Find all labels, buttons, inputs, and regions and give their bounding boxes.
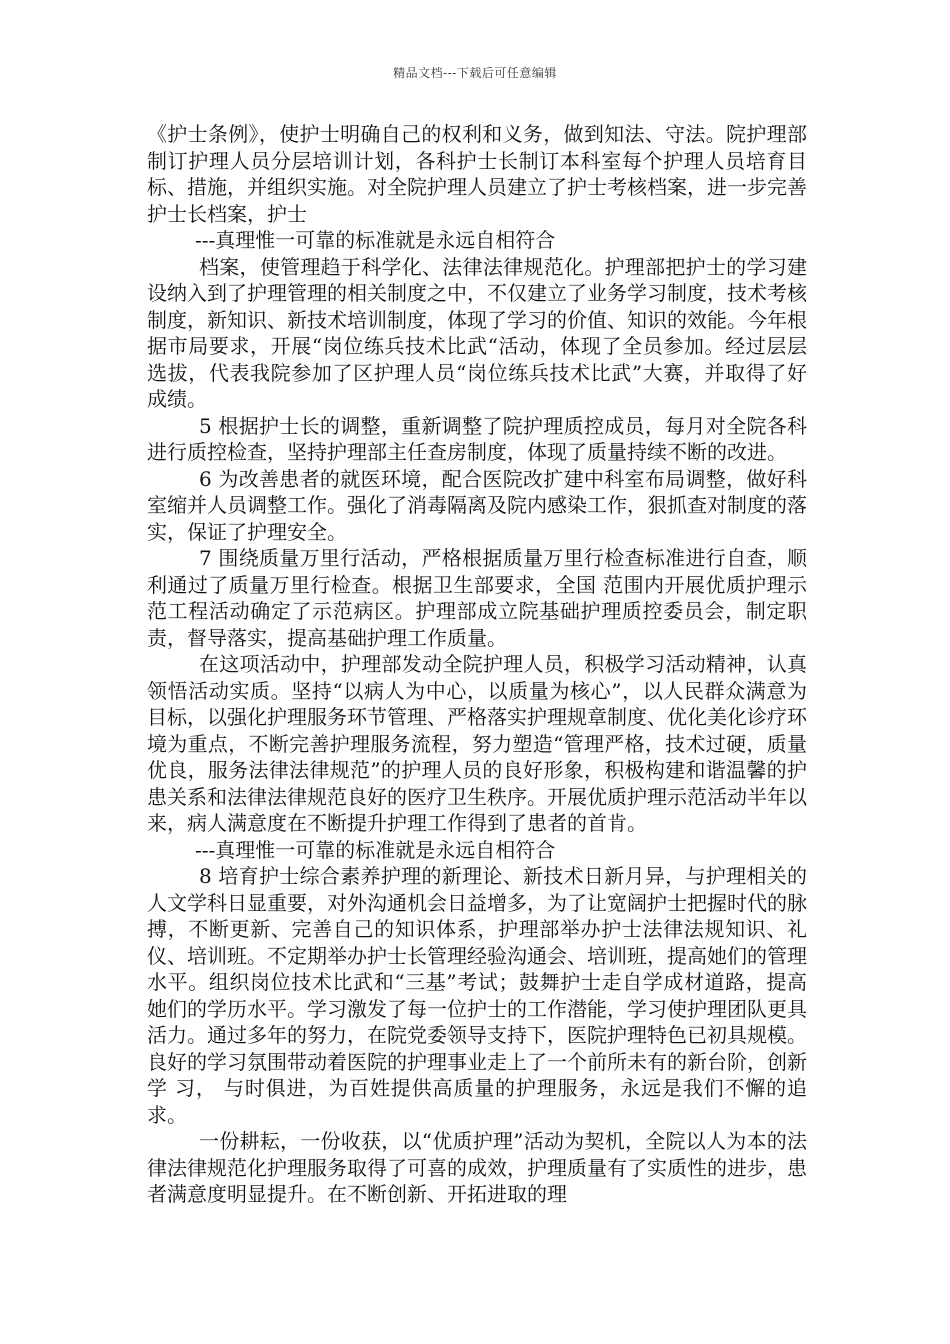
paragraph-item-5: 5 根据护士长的调整，重新调整了院护理质控成员，每月对全院各科进行质控检查，坚持护理部主任查房制度，体现了质量持续不断的改进。 xyxy=(147,413,807,464)
document-body xyxy=(147,121,807,1208)
paragraph-2: 档案，使管理趋于科学化、法律法律规范化。护理部把护士的学习建设纳入到了护理管理的相关制度之中，不仅建立了业务学习制度，技术考核制度，新知识、新技术培训制度，体现了学习的价值、知识的效能。今年根据市局要求，开展“岗位练兵技术比武“活动，体现了全员参加。经过层层选拔，代表我院参加了区护理人员“岗位练兵技术比武”大赛，并取得了好成绩。 xyxy=(147,254,807,411)
paragraph-activity: 在这项活动中，护理部发动全院护理人员，积极学习活动精神，认真领悟活动实质。坚持“以病人为中心，以质量为核心”，以人民群众满意为目标，以强化护理服务环节管理、严格落实护理规章制度、优化美化诊疗环境为重点，不断完善护理服务流程，努力塑造“管理严格，技术过硬，质量优良，服务法律法律规范”的护理人员的良好形象，积极构建和谐温馨的护患关系和法律法律规范良好的医疗卫生秩序。开展优质护理示范活动半年以来，病人满意度在不断提升护理工作得到了患者的首肯。 xyxy=(147,652,807,835)
paragraph-item-6: 6 为改善患者的就医环境，配合医院改扩建中科室布局调整，做好科室缩并人员调整工作。强化了消毒隔离及院内感染工作，狠抓查对制度的落实，保证了护理安全。 xyxy=(147,466,807,544)
paragraph-1: 《护士条例》，使护士明确自己的权利和义务，做到知法、守法。院护理部制订护理人员分层培训计划，各科护士长制订本科室每个护理人员培育目标、措施，并组织实施。对全院护理人员建立了护士考核档案，进一步完善护士长档案，护士 xyxy=(147,122,807,226)
page-header: 精品文档---下载后可任意编辑 xyxy=(393,66,557,80)
separator-line-2: ---真理惟一可靠的标准就是永远自相符合 xyxy=(195,837,556,862)
paragraph-closing: 一份耕耘，一份收获，以“优质护理”活动为契机，全院以人为本的法律法律规范化护理服务取得了可喜的成效，护理质量有了实质性的进步，患者满意度明显提升。在不断创新、开拓进取的理 xyxy=(147,1129,807,1206)
paragraph-item-8: 8 培育护士综合素养护理的新理论、新技术日新月异，与护理相关的人文学科日显重要，对外沟通机会日益增多，为了让宽阔护士把握时代的脉搏，不断更新、完善自己的知识体系，护理部举办护士法律法规知识、礼仪、培训班。不定期举办护士长管理经验沟通会、培训班，提高她们的管理水平。组织岗位技术比武和“三基”考试；鼓舞护士走自学成材道路，提高她们的学历水平。学习激发了每一位护士的工作潜能，学习使护理团队更具活力。通过多年的努力，在院党委领导支持下，医院护理特色已初具规模。良好的学习氛围带动着医院的护理事业走上了一个前所未有的新台阶，创新学 习， 与时俱进，为百姓提供高质量的护理服务，永远是我们不懈的追求。 xyxy=(147,864,807,1127)
paragraph-item-7: 7 围绕质量万里行活动，严格根据质量万里行检查标准进行自查，顺利通过了质量万里行检查。根据卫生部要求，全国 范围内开展优质护理示范工程活动确定了示范病区。护理部成立院基础护理质控委员会，制定职责，督导落实，提高基础护理工作质量。 xyxy=(147,546,807,650)
separator-line-1: ---真理惟一可靠的标准就是永远自相符合 xyxy=(195,228,556,252)
